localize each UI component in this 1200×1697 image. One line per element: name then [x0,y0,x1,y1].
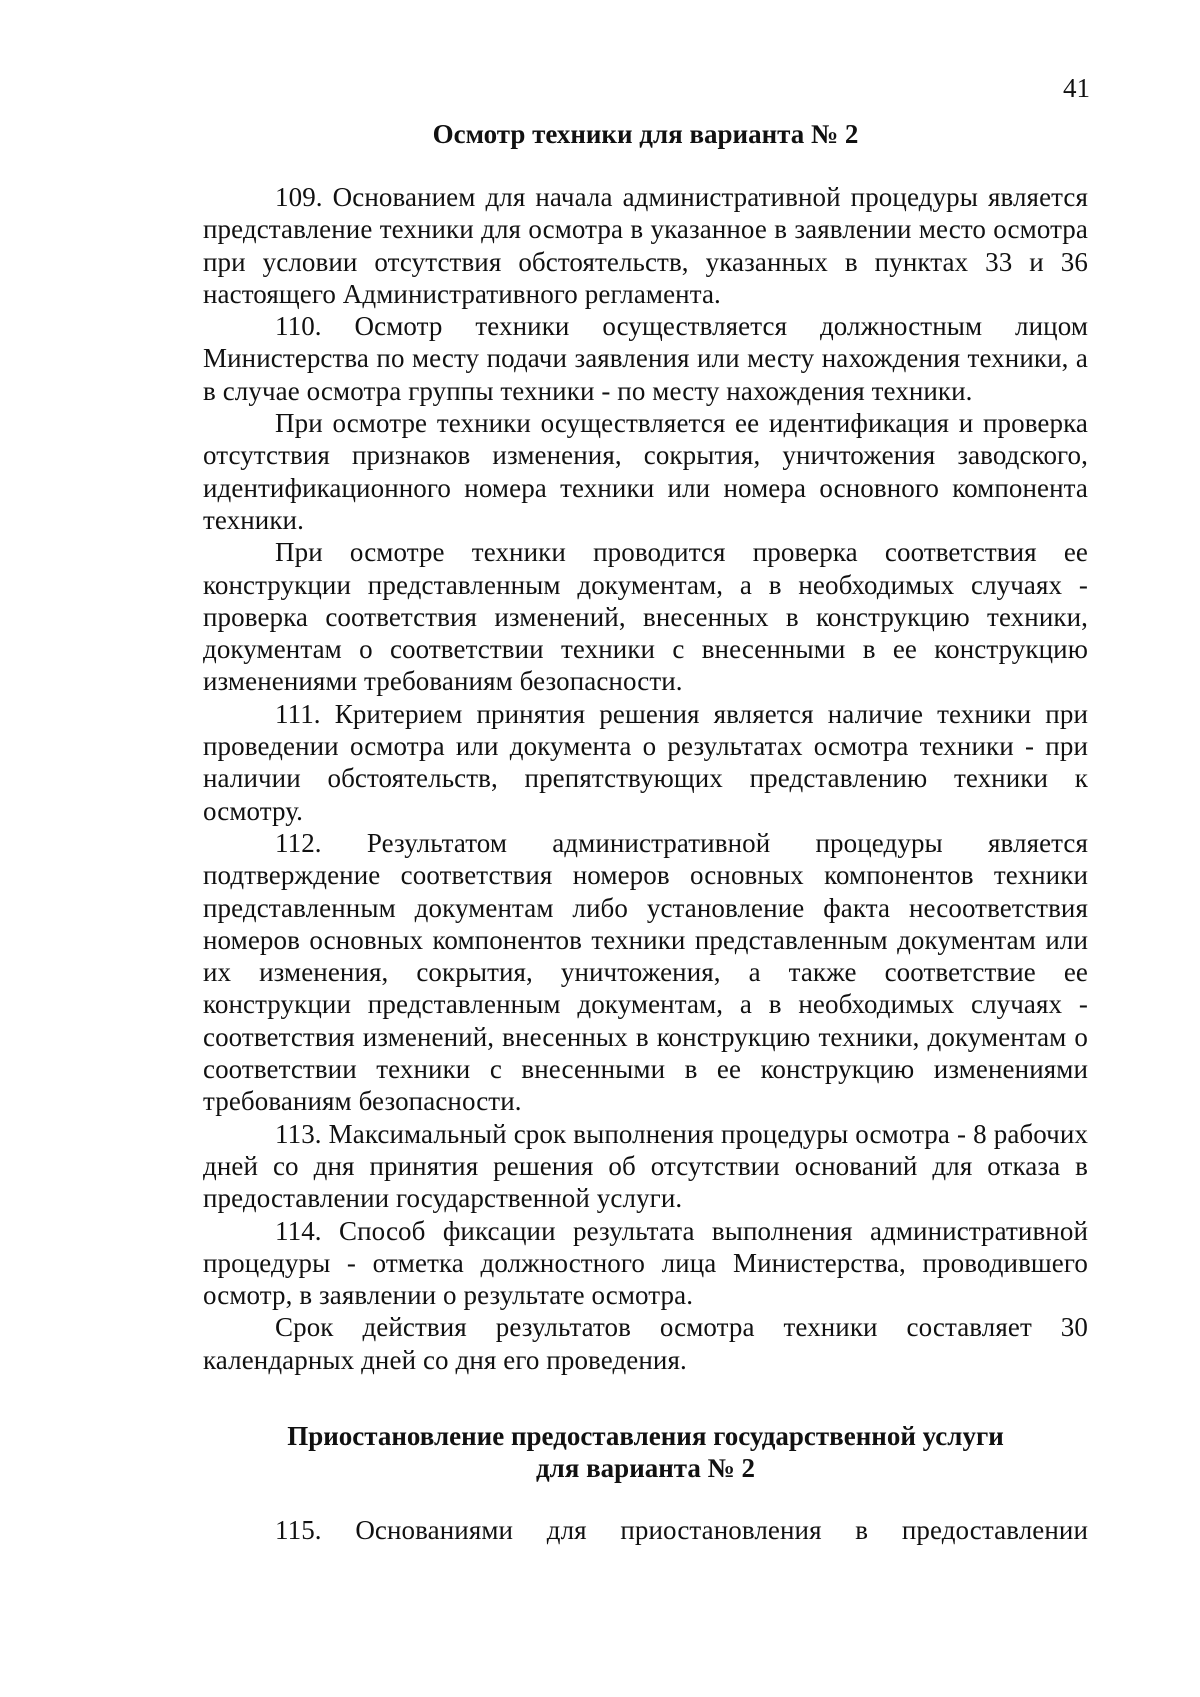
paragraph-validity-period: Срок действия результатов осмотра техники составляет 30 календарных дней со дня его проведения. [203,1312,1088,1375]
paragraph-110: 110. Осмотр техники осуществляется должностным лицом Министерства по месту подачи заявления или месту нахождения техники, а в случае осмотра группы техники - по месту нахождения техники. [203,311,1088,406]
page-content [203,118,1088,1546]
section-title-suspension-line1: Приостановление предоставления государственной услуги [287,1420,1004,1451]
paragraph-112: 112. Результатом административной процедуры является подтверждение соответствия номеров основных компонентов техники представленным документам либо установление факта несоответствия номеров основных компонентов техники представленным документам или их изменения, сокрытия, уничтожения, а также соответствие ее конструкции представленным документам, а в необходимых случаях - соответствия изменений, внесенных в конструкцию техники, документам о соответствии техники с внесенными в ее конструкцию изменениями требованиям безопасности. [203,827,1088,1117]
section-title-suspension-line2: для варианта № 2 [535,1452,756,1483]
section-title-inspection: Осмотр техники для варианта № 2 [432,119,859,149]
paragraph-111: 111. Критерием принятия решения является наличие техники при проведении осмотра или документа о результатах осмотра техники - при наличии обстоятельств, препятствующих представлению техники к осмотру. [203,698,1088,826]
paragraph-113: 113. Максимальный срок выполнения процедуры осмотра - 8 рабочих дней со дня принятия решения об отсутствии оснований для отказа в предоставлении государственной услуги. [203,1118,1088,1214]
page-number: 41 [1063,73,1090,103]
paragraph-109: 109. Основанием для начала административной процедуры является представление техники для осмотра в указанное в заявлении место осмотра при условии отсутствия обстоятельств, указанных в пунктах 33 и 36 настоящего Административного регламента. [203,182,1088,309]
paragraph-construction-check: При осмотре техники проводится проверка соответствия ее конструкции представленным документам, а в необходимых случаях - проверка соответствия изменений, внесенных в конструкцию техники, документам о соответствии техники с внесенными в ее конструкцию изменениями требованиям безопасности. [203,537,1088,697]
paragraph-114: 114. Способ фиксации результата выполнения административной процедуры - отметка должностного лица Министерства, проводившего осмотр, в заявлении о результате осмотра. [203,1215,1088,1311]
paragraph-identification: При осмотре техники осуществляется ее идентификация и проверка отсутствия признаков изменения, сокрытия, уничтожения заводского, идентификационного номера техники или номера основного компонента техники. [203,408,1088,535]
paragraph-115: 115. Основаниями для приостановления в предоставлении [275,1514,1088,1545]
section-title-suspension [203,1420,1088,1484]
